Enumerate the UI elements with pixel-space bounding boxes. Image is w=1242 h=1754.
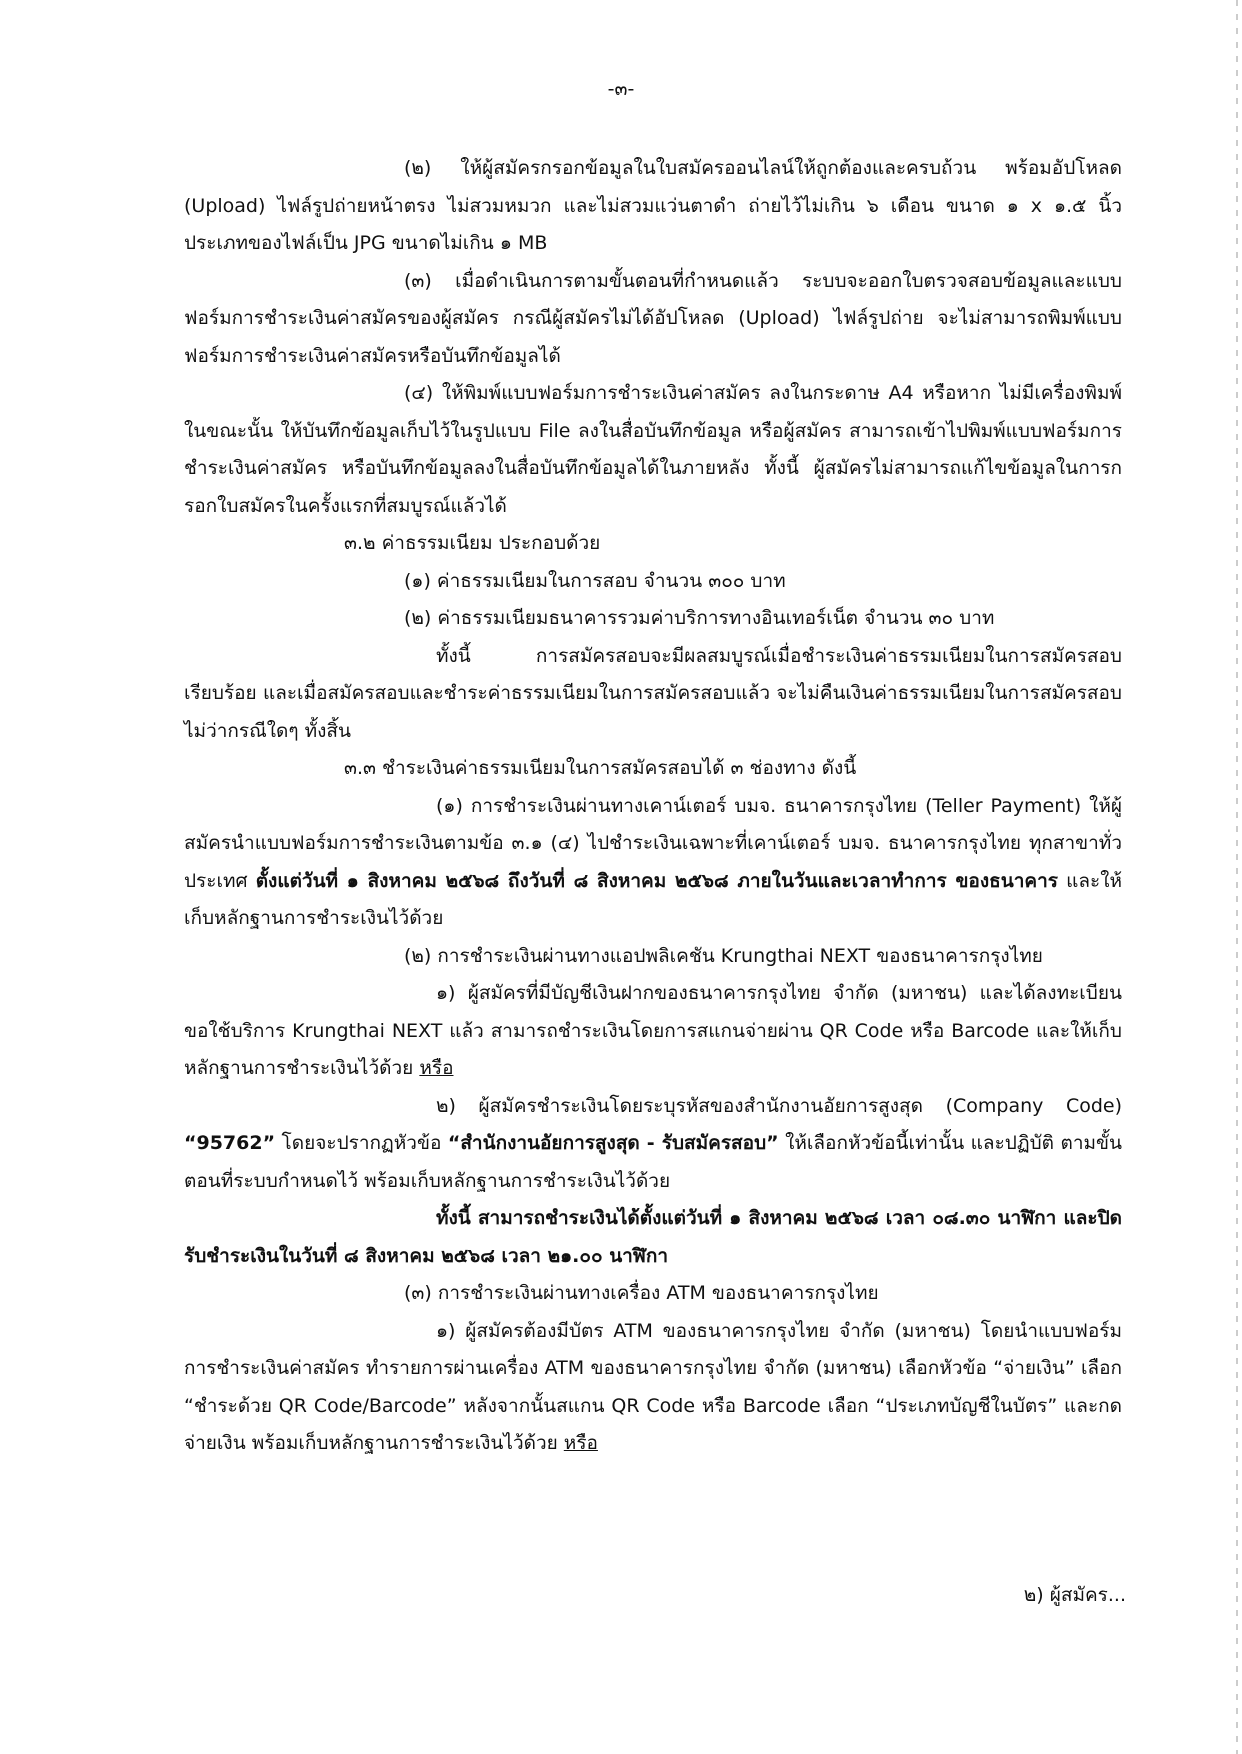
- company-code-value: “95762”: [184, 1132, 276, 1154]
- paragraph-teller-payment: [184, 788, 1122, 938]
- scan-edge-mark: [1236, 0, 1238, 1754]
- company-code-text: ๒) ผู้สมัครชำระเงินโดยระบุรหัสของสำนักงานอัยการสูงสุด (Company Code): [436, 1094, 1122, 1117]
- atm-steps-text: ๑) ผู้สมัครต้องมีบัตร ATM ของธนาคารกรุงไทย จำกัด (มหาชน) โดยนำแบบฟอร์ม การชำระเงินค่าสมัคร ทำรายการผ่านเครื่อง ATM ของธนาคารกรุงไทย จำกัด (มหาชน) เลือกหัวข้อ “จ่ายเงิน” เลือก “ชำระด้วย QR Code/Barcode” หลังจากนั้นสแกน QR Code หรือ Barcode เลือก “ประเภทบัญชีในบัตร” และกดจ่ายเงิน พร้อมเก็บหลักฐานการชำระเงินไว้ด้วย: [184, 1319, 1122, 1454]
- paragraph-krungthai-next: (๒) การชำระเงินผ่านทางแอปพลิเคชัน Krungthai NEXT ของธนาคารกรุงไทย: [404, 944, 1043, 967]
- continuation-note: ๒) ผู้สมัคร...: [1023, 1584, 1126, 1606]
- company-code-text-2: โดยจะปรากฏหัวข้อ: [275, 1132, 448, 1154]
- teller-payment-text: (๑) การชำระเงินผ่านทางเคาน์เตอร์ บมจ. ธนาคารกรุงไทย (Teller Payment) ให้ผู้สมัครนำแบบฟอร์มการชำระเงินตามข้อ ๓.๑ (๔) ไปชำระเงินเฉพาะที่เคาน์เตอร์ บมจ. ธนาคารกรุงไทย ทุกสาขาทั่วประเทศ: [184, 794, 1122, 892]
- company-code-text-3: ให้เลือกหัวข้อนี้เท่านั้น และปฏิบัติ ตามขั้นตอนที่ระบบกำหนดไว้ พร้อมเก็บหลักฐานการชำระเงินไว้ด้วย: [184, 1132, 1122, 1192]
- paragraph-upload-photo: (๒) ให้ผู้สมัครกรอกข้อมูลในใบสมัครออนไลน์ให้ถูกต้องและครบถ้วน พร้อมอัปโหลด (Upload) ไฟล์รูปถ่ายหน้าตรง ไม่สวมหมวก และไม่สวมแว่นตาดำ ถ่ายไว้ไม่เกิน ๖ เดือน ขนาด ๑ x ๑.๕ นิ้ว ประเภทของไฟล์เป็น JPG ขนาดไม่เกิน ๑ MB: [184, 157, 1122, 254]
- paragraph-verification-form: (๓) เมื่อดำเนินการตามขั้นตอนที่กำหนดแล้ว ระบบจะออกใบตรวจสอบข้อมูลและแบบฟอร์มการชำระเงินค่าสมัครของผู้สมัคร กรณีผู้สมัครไม่ได้อัปโหลด (Upload) ไฟล์รูปถ่าย จะไม่สามารถพิมพ์แบบฟอร์มการชำระเงินค่าสมัครหรือบันทึกข้อมูลได้: [184, 269, 1122, 367]
- paragraph-company-code: [184, 1088, 1122, 1201]
- teller-payment-dates: ตั้งแต่วันที่ ๑ สิงหาคม ๒๕๖๘ ถึงวันที่ ๘ สิงหาคม ๒๕๖๘ ภายในวันและเวลาทำการ ของธนาคาร: [255, 869, 1058, 892]
- fee-exam: (๑) ค่าธรรมเนียมในการสอบ จำนวน ๓๐๐ บาท: [404, 569, 786, 592]
- paragraph-fee-nonrefundable: ทั้งนี้ การสมัครสอบจะมีผลสมบูรณ์เมื่อชำระเงินค่าธรรมเนียมในการสมัครสอบ เรียบร้อย และเมื่อสมัครสอบและชำระค่าธรรมเนียมในการสมัครสอบแล้ว จะไม่คืนเงินค่าธรรมเนียมในการสมัครสอบ ไม่ว่ากรณีใดๆ ทั้งสิ้น: [184, 644, 1122, 742]
- payment-time-text: ทั้งนี้ สามารถชำระเงินได้ตั้งแต่วันที่ ๑ สิงหาคม ๒๕๖๘ เวลา ๐๘.๓๐ นาฬิกา และปิดรับชำระเงินในวันที่ ๘ สิงหาคม ๒๕๖๘ เวลา ๒๑.๐๐ นาฬิกา: [184, 1207, 1122, 1267]
- document-body: [184, 150, 1122, 1463]
- heading-payment-channels: ๓.๓ ชำระเงินค่าธรรมเนียมในการสมัครสอบได้ ๓ ช่องทาง ดังนี้: [344, 757, 857, 779]
- next-account-text: ๑) ผู้สมัครที่มีบัญชีเงินฝากของธนาคารกรุงไทย จำกัด (มหาชน) และได้ลงทะเบียน ขอใช้บริการ Krungthai NEXT แล้ว สามารถชำระเงินโดยการสแกนจ่ายผ่าน QR Code หรือ Barcode และให้เก็บหลักฐานการชำระเงินไว้ด้วย: [184, 982, 1122, 1079]
- company-code-title: “สำนักงานอัยการสูงสุด - รับสมัครสอบ”: [447, 1132, 779, 1154]
- or-label: หรือ: [419, 1057, 454, 1079]
- paragraph-payment-time: [184, 1200, 1122, 1275]
- paragraph-print-form: (๔) ให้พิมพ์แบบฟอร์มการชำระเงินค่าสมัคร ลงในกระดาษ A4 หรือหาก ไม่มีเครื่องพิมพ์ในขณะนั้น ให้บันทึกข้อมูลเก็บไว้ในรูปแบบ File ลงในสื่อบันทึกข้อมูล หรือผู้สมัคร สามารถเข้าไปพิมพ์แบบฟอร์มการชำระเงินค่าสมัคร หรือบันทึกข้อมูลลงในสื่อบันทึกข้อมูลได้ในภายหลัง ทั้งนี้ ผู้สมัครไม่สามารถแก้ไขข้อมูลในการกรอกใบสมัครในครั้งแรกที่สมบูรณ์แล้วได้: [184, 382, 1122, 517]
- paragraph-atm-steps: [184, 1313, 1122, 1463]
- page-number: -๓-: [607, 78, 635, 100]
- fee-bank: (๒) ค่าธรรมเนียมธนาคารรวมค่าบริการทางอินเทอร์เน็ต จำนวน ๓๐ บาท: [404, 607, 995, 629]
- heading-fees: ๓.๒ ค่าธรรมเนียม ประกอบด้วย: [344, 532, 601, 554]
- teller-payment-note: และให้เก็บหลักฐานการชำระเงินไว้ด้วย: [184, 869, 1123, 929]
- or-label-2: หรือ: [563, 1432, 598, 1454]
- paragraph-atm: (๓) การชำระเงินผ่านทางเครื่อง ATM ของธนาคารกรุงไทย: [404, 1282, 879, 1304]
- paragraph-next-account-holder: [184, 975, 1122, 1088]
